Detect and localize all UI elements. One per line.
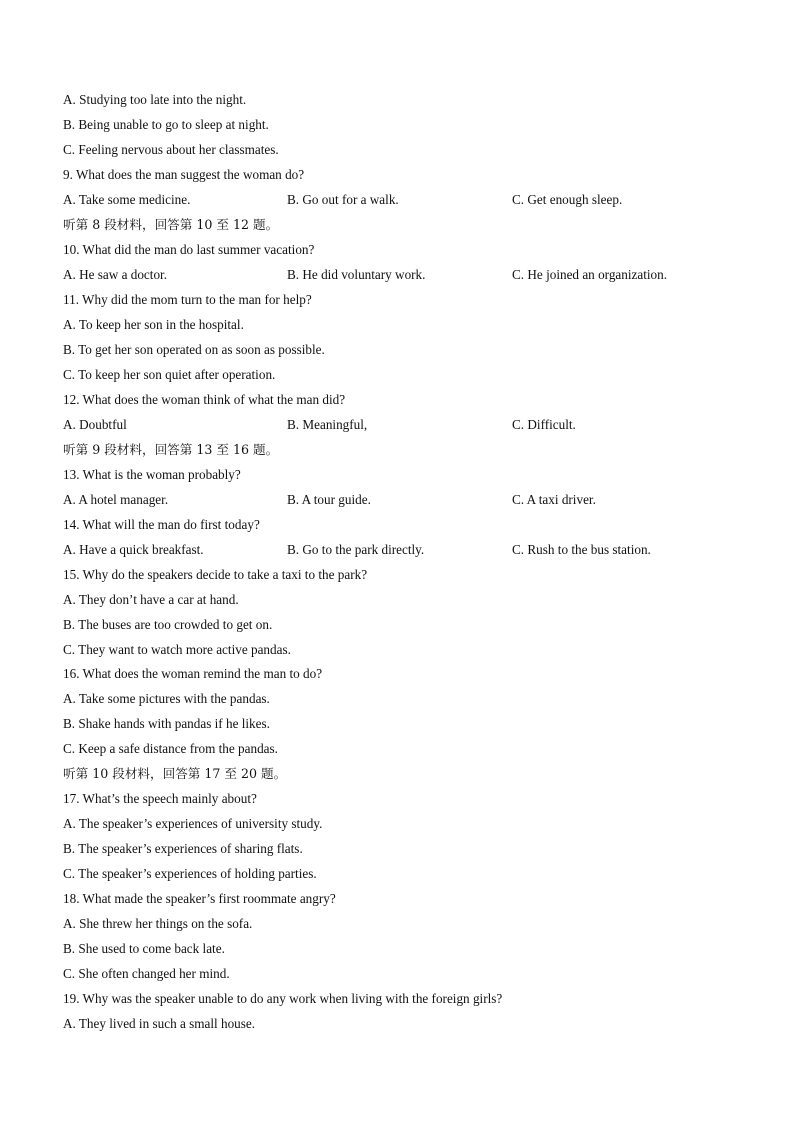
q16-question: 16. What does the woman remind the man to do?	[63, 666, 323, 681]
q16-option-a: A. Take some pictures with the pandas.	[63, 691, 270, 706]
q18-option-b: B. She used to come back late.	[63, 941, 225, 956]
q12-question: 12. What does the woman think of what the man did?	[63, 392, 346, 407]
q17-question: 17. What’s the speech mainly about?	[63, 791, 257, 806]
q8-option-b: B. Being unable to go to sleep at night.	[63, 117, 269, 132]
section-heading-9: 听第 9 段材料，回答第 13 至 16 题。	[63, 442, 279, 457]
q11-option-a: A. To keep her son in the hospital.	[63, 317, 244, 332]
q8-option-a: A. Studying too late into the night.	[63, 92, 247, 107]
q10-option-c: C. He joined an organization.	[512, 267, 668, 282]
q13-option-c: C. A taxi driver.	[512, 492, 596, 507]
q19-option-a: A. They lived in such a small house.	[63, 1016, 256, 1031]
q13-options-row	[0, 487, 794, 512]
q13-option-a: A. A hotel manager.	[63, 492, 169, 507]
q9-option-b: B. Go out for a walk.	[287, 192, 399, 207]
q14-options-row	[0, 537, 794, 562]
q15-option-b: B. The buses are too crowded to get on.	[63, 617, 273, 632]
q9-option-c: C. Get enough sleep.	[512, 192, 623, 207]
q15-option-c: C. They want to watch more active pandas.	[63, 642, 291, 657]
q16-option-c: C. Keep a safe distance from the pandas.	[63, 741, 278, 756]
q11-option-c: C. To keep her son quiet after operation.	[63, 367, 276, 382]
section-heading-10: 听第 10 段材料，回答第 17 至 20 题。	[63, 766, 287, 781]
q13-option-b: B. A tour guide.	[287, 492, 371, 507]
q18-option-c: C. She often changed her mind.	[63, 966, 230, 981]
q9-question: 9. What does the man suggest the woman do?	[63, 167, 305, 182]
q18-option-a: A. She threw her things on the sofa.	[63, 916, 253, 931]
q12-option-b: B. Meaningful,	[287, 417, 368, 432]
q15-question: 15. Why do the speakers decide to take a taxi to the park?	[63, 567, 368, 582]
q14-option-b: B. Go to the park directly.	[287, 542, 425, 557]
q18-question: 18. What made the speaker’s first roommate angry?	[63, 891, 336, 906]
q12-options-row	[0, 412, 794, 437]
q10-options-row	[0, 262, 794, 287]
q11-option-b: B. To get her son operated on as soon as possible.	[63, 342, 325, 357]
q15-option-a: A. They don’t have a car at hand.	[63, 592, 239, 607]
q10-option-b: B. He did voluntary work.	[287, 267, 426, 282]
q12-option-a: A. Doubtful	[63, 417, 127, 432]
q9-options-row	[0, 187, 794, 212]
q8-option-c: C. Feeling nervous about her classmates.	[63, 142, 279, 157]
q11-question: 11. Why did the mom turn to the man for help?	[63, 292, 312, 307]
q17-option-b: B. The speaker’s experiences of sharing flats.	[63, 841, 303, 856]
q14-option-c: C. Rush to the bus station.	[512, 542, 651, 557]
q17-option-c: C. The speaker’s experiences of holding parties.	[63, 866, 317, 881]
q14-question: 14. What will the man do first today?	[63, 517, 260, 532]
q19-question: 19. Why was the speaker unable to do any work when living with the foreign girls?	[63, 991, 503, 1006]
q10-question: 10. What did the man do last summer vacation?	[63, 242, 315, 257]
q13-question: 13. What is the woman probably?	[63, 467, 241, 482]
section-heading-8: 听第 8 段材料，回答第 10 至 12 题。	[63, 217, 279, 232]
q9-option-a: A. Take some medicine.	[63, 192, 191, 207]
q14-option-a: A. Have a quick breakfast.	[63, 542, 204, 557]
q12-option-c: C. Difficult.	[512, 417, 576, 432]
q10-option-a: A. He saw a doctor.	[63, 267, 168, 282]
q17-option-a: A. The speaker’s experiences of university study.	[63, 816, 323, 831]
q16-option-b: B. Shake hands with pandas if he likes.	[63, 716, 270, 731]
